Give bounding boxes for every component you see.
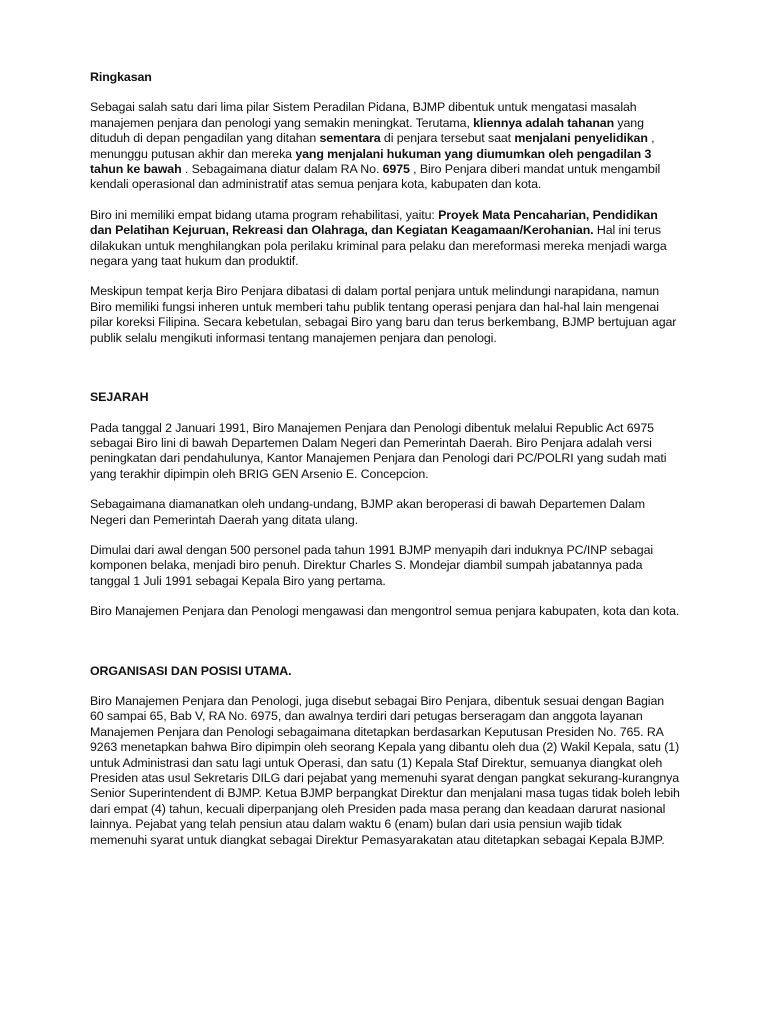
text-run: yang dituduh di depan pengadilan yang ditahan — [90, 115, 644, 146]
paragraph-sejarah-1: Pada tanggal 2 Januari 1991, Biro Manajemen Penjara dan Penologi dibentuk melalui Republic Act 6975 sebagai Biro lini di bawah Departemen Dalam Negeri dan Pemerintah Daerah. Biro Penjara adalah versi peningkatan dari pendahulunya, Kantor Manajemen Penjara dan Penologi dari PC/POLRI yang sudah mati yang terakhir dipimpin oleh BRIG GEN Arsenio E. Concepcion. — [90, 420, 667, 481]
paragraph-ringkasan-2 — [90, 208, 680, 270]
text-run: di penjara tersebut saat — [380, 131, 515, 146]
text-run: , menunggu putusan akhir dan mereka — [90, 131, 655, 161]
paragraph-sejarah-2: Sebagaimana diamanatkan oleh undang-undang, BJMP akan beroperasi di bawah Departemen Dalam Negeri dan Pemerintah Daerah yang ditata ulang. — [90, 497, 645, 527]
text-run: Sebagai salah satu dari lima pilar Sistem Peradilan Pidana, BJMP dibentuk untuk mengatasi masalah manajemen penjara dan penologi yang semakin meningkat. Terutama, — [90, 100, 637, 130]
bold-run: 6975 — [382, 162, 410, 177]
heading-organisasi: ORGANISASI DAN POSISI UTAMA. — [90, 663, 292, 678]
text-run: , Biro Penjara diberi mandat untuk mengambil kendali operasional dan administratif atas semua penjara kota, kabupaten dan kota. — [90, 162, 661, 192]
text-run: Hal ini terus dilakukan untuk menghilangkan pola perilaku kriminal para pelaku dan mereformasi mereka menjadi warga negara yang taat hukum dan produktif. — [90, 223, 667, 269]
document-page — [90, 70, 680, 848]
text-run: . Sebagaimana diatur dalam RA No. — [181, 162, 383, 177]
bold-run: Proyek Mata Pencaharian, Pendidikan dan Pelatihan Kejuruan, Rekreasi dan Olahraga, dan Kegiatan Keagamaan/Kerohanian. — [90, 207, 658, 238]
bold-run: menjalani penyelidikan — [514, 131, 648, 146]
bold-run: kliennya adalah tahanan — [473, 115, 615, 130]
bold-run: sementara — [319, 131, 381, 146]
heading-sejarah: SEJARAH — [90, 390, 149, 405]
paragraph-organisasi-1: Biro Manajemen Penjara dan Penologi, juga disebut sebagai Biro Penjara, dibentuk sesuai dengan Bagian 60 sampai 65, Bab V, RA No. 6975, dan awalnya terdiri dari petugas berseragam dan anggota layanan Manajemen Penjara dan Penologi sebagaimana ditetapkan berdasarkan Keputusan Presiden No. 765. RA 9263 menetapkan bahwa Biro dipimpin oleh seorang Kepala yang dibantu oleh dua (2) Wakil Kepala, satu (1) untuk Administrasi dan satu lagi untuk Operasi, dan satu (1) Kepala Staf Direktur, semuanya diangkat oleh Presiden atas usul Sekretaris DILG dari pejabat yang memenuhi syarat dengan pangkat sekurang-kurangnya Senior Superintendent di BJMP. Ketua BJMP berpangkat Direktur dan menjalani masa tugas tidak boleh lebih dari empat (4) tahun, kecuali diperpanjang oleh Presiden pada masa perang dan keadaan darurat nasional lainnya. Pejabat yang telah pensiun atau dalam waktu 6 (enam) bulan dari usia pensiun wajib tidak memenuhi syarat untuk diangkat sebagai Direktur Pemasyarakatan atau ditetapkan sebagai Kepala BJMP. — [90, 693, 680, 847]
text-run: Biro ini memiliki empat bidang utama program rehabilitasi, yaitu: — [90, 207, 439, 222]
paragraph-ringkasan-3: Meskipun tempat kerja Biro Penjara dibatasi di dalam portal penjara untuk melindungi narapidana, namun Biro memiliki fungsi inheren untuk memberi tahu publik tentang operasi penjara dan hal-hal lain mengenai pilar koreksi Filipina. Secara kebetulan, sebagai Biro yang baru dan terus berkembang, BJMP bertujuan agar publik selalu mengikuti informasi tentang manajemen penjara dan penologi. — [90, 284, 677, 345]
paragraph-sejarah-3: Dimulai dari awal dengan 500 personel pada tahun 1991 BJMP menyapih dari induknya PC/INP sebagai komponen belaka, menjadi biro penuh. Direktur Charles S. Mondejar diambil sumpah jabatannya pada tanggal 1 Juli 1991 sebagai Kepala Biro yang pertama. — [90, 542, 654, 588]
heading-ringkasan: Ringkasan — [90, 70, 152, 84]
paragraph-ringkasan-1 — [90, 100, 680, 192]
paragraph-sejarah-4: Biro Manajemen Penjara dan Penologi mengawasi dan mengontrol semua penjara kabupaten, kota dan kota. — [90, 604, 680, 619]
bold-run: yang menjalani hukuman yang diumumkan oleh pengadilan 3 tahun ke bawah — [90, 146, 652, 177]
